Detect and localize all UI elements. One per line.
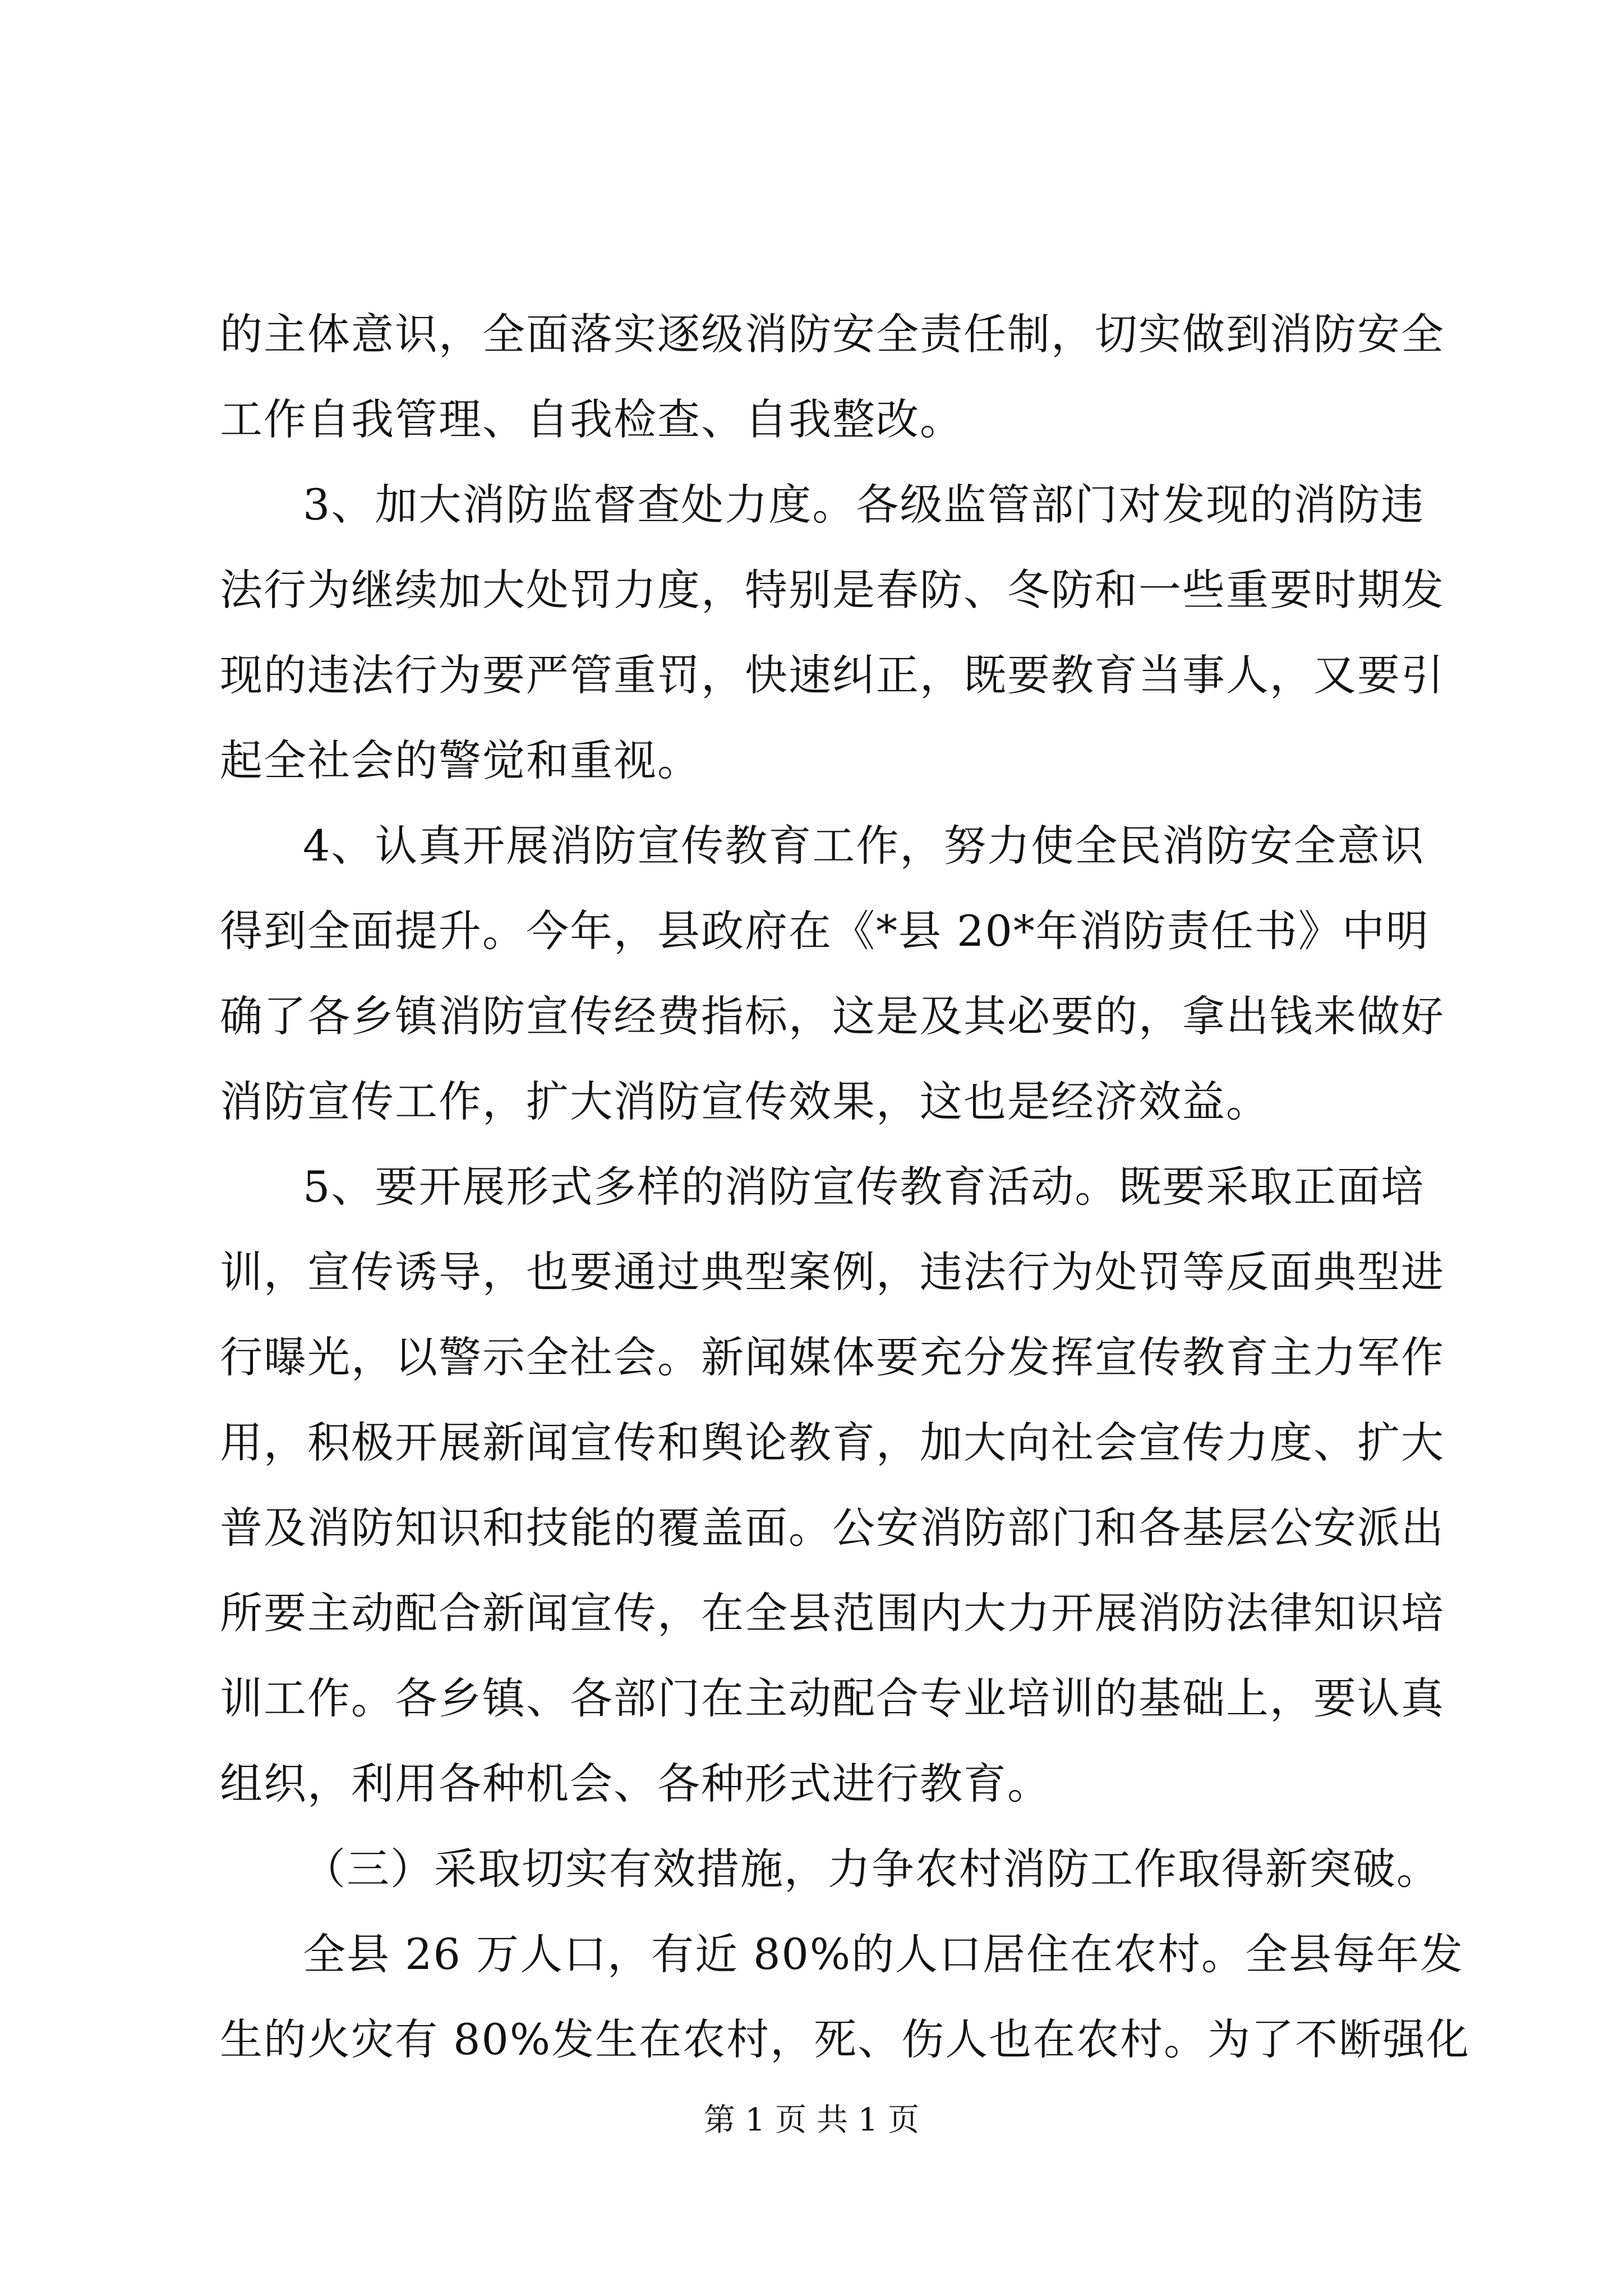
text-line: 3、加大消防监督查处力度。各级监管部门对发现的消防违 <box>303 480 1425 530</box>
section-heading: （三）采取切实有效措施，力争农村消防工作取得新突破。 <box>303 1844 1440 1894</box>
text-line: 用，积极开展新闻宣传和舆论教育，加大向社会宣传力度、扩大 <box>220 1418 1445 1467</box>
text-line: 行曝光，以警示全社会。新闻媒体要充分发挥宣传教育主力军作 <box>220 1332 1445 1382</box>
text-line: 起全社会的警觉和重视。 <box>220 735 701 785</box>
text-line: 全县 26 万人口，有近 80%的人口居住在农村。全县每年发 <box>303 1929 1464 1979</box>
text-line: 所要主动配合新闻宣传，在全县范围内大力开展消防法律知识培 <box>220 1588 1445 1638</box>
text-line: 消防宣传工作，扩大消防宣传效果，这也是经济效益。 <box>220 1076 1270 1126</box>
text-line: 工作自我管理、自我检查、自我整改。 <box>220 394 963 444</box>
text-line: 确了各乡镇消防宣传经费指标，这是及其必要的，拿出钱来做好 <box>220 991 1445 1041</box>
text-line: 法行为继续加大处罚力度，特别是春防、冬防和一些重要时期发 <box>220 565 1445 615</box>
text-line: 训工作。各乡镇、各部门在主动配合专业培训的基础上，要认真 <box>220 1673 1445 1723</box>
text-line: 5、要开展形式多样的消防宣传教育活动。既要采取正面培 <box>303 1162 1425 1212</box>
text-line: 生的火灾有 80%发生在农村，死、伤人也在农村。为了不断强化 <box>220 2014 1470 2064</box>
text-line: 4、认真开展消防宣传教育工作，努力使全民消防安全意识 <box>303 821 1425 871</box>
text-line: 得到全面提升。今年，县政府在《*县 20*年消防责任书》中明 <box>220 906 1430 956</box>
text-line: 的主体意识，全面落实逐级消防安全责任制，切实做到消防安全 <box>220 309 1445 359</box>
text-line: 组织，利用各种机会、各种形式进行教育。 <box>220 1759 1051 1809</box>
text-line: 普及消防知识和技能的覆盖面。公安消防部门和各基层公安派出 <box>220 1503 1445 1553</box>
page-footer: 第 1 页 共 1 页 <box>703 2102 920 2138</box>
text-line: 训，宣传诱导，也要通过典型案例，违法行为处罚等反面典型进 <box>220 1247 1445 1297</box>
text-line: 现的违法行为要严管重罚，快速纠正，既要教育当事人，又要引 <box>220 650 1445 700</box>
